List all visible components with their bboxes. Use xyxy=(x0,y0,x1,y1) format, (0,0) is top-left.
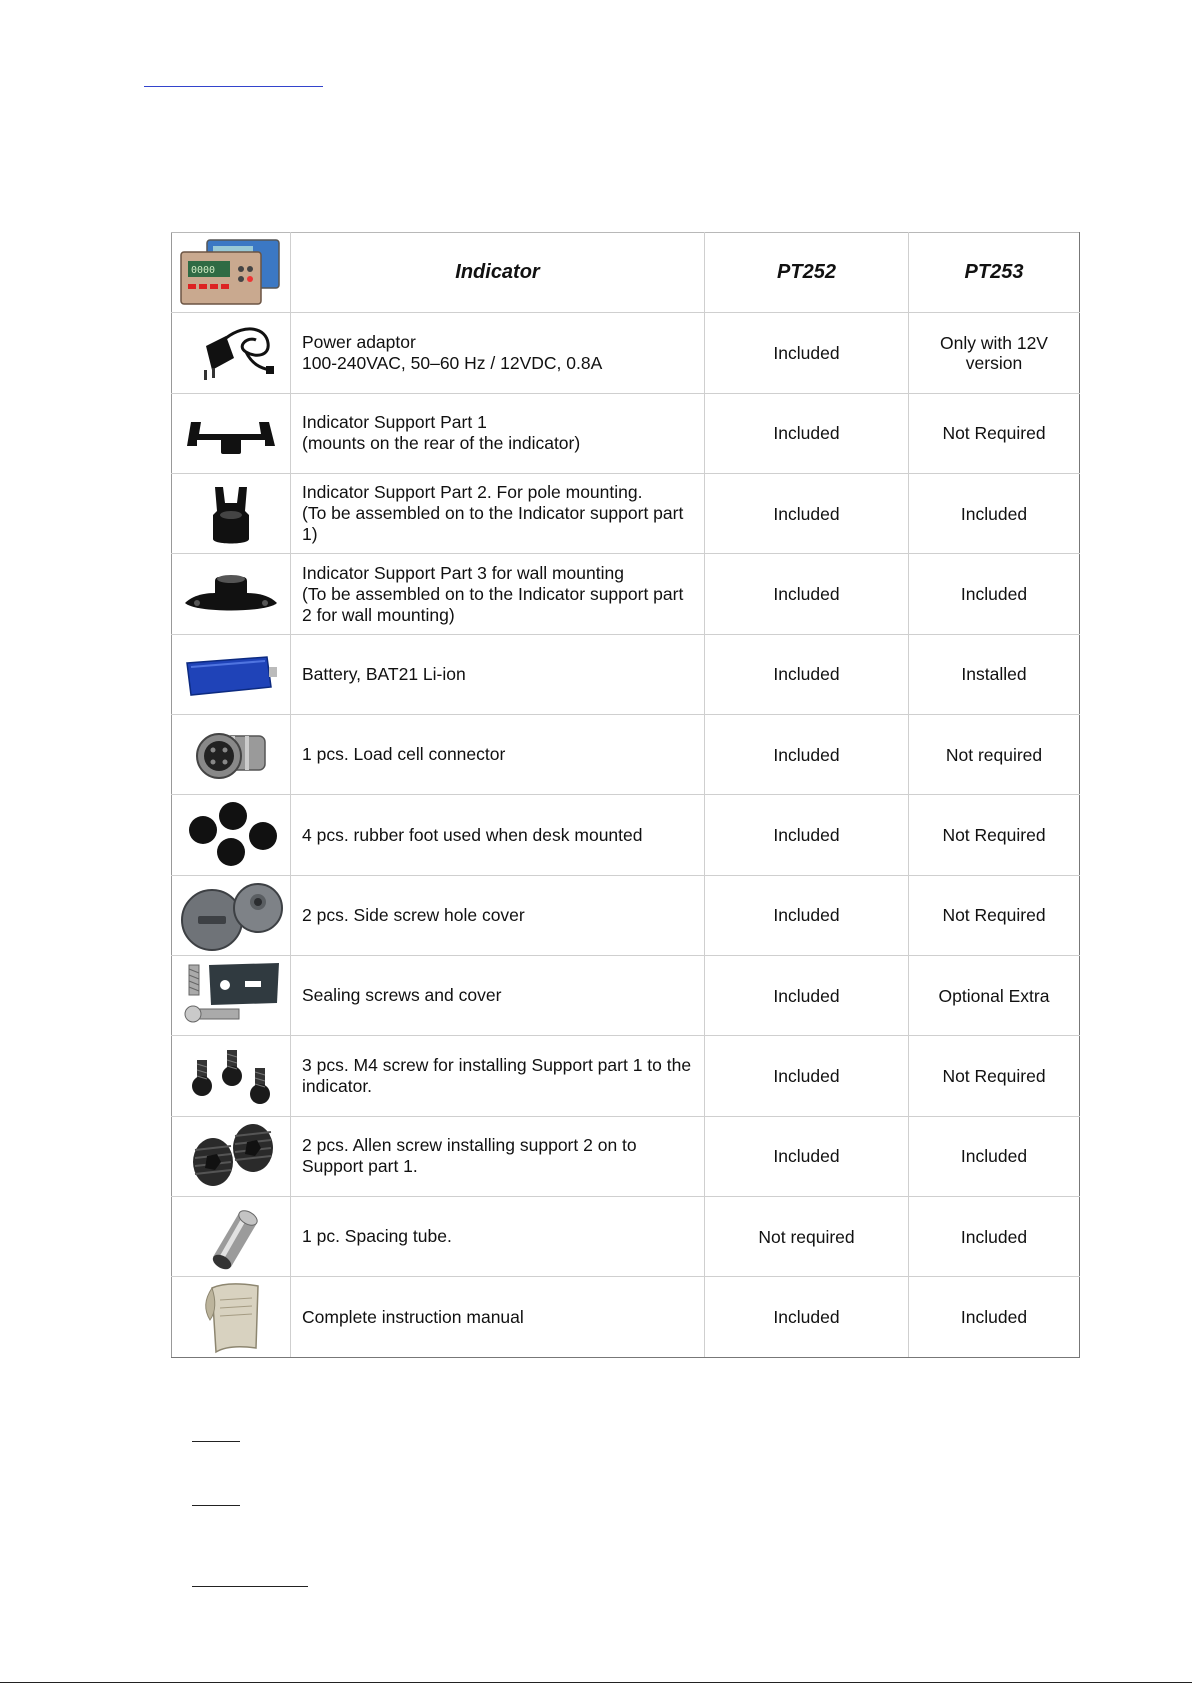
pt253-value: Installed xyxy=(909,634,1080,714)
pt252-value: Included xyxy=(705,393,909,473)
item-description: 2 pcs. Side screw hole cover xyxy=(291,875,705,955)
image-cell xyxy=(172,313,291,393)
pt253-value: Included xyxy=(909,1197,1080,1277)
indicator-image-cell xyxy=(172,233,291,313)
image-cell xyxy=(172,795,291,875)
allen-screw-icon xyxy=(183,1120,279,1192)
item-description: Power adaptor 100-240VAC, 50–60 Hz / 12VDC, 0.8A xyxy=(291,313,705,393)
item-description: 4 pcs. rubber foot used when desk mounted xyxy=(291,795,705,875)
sealing-screws-icon xyxy=(179,959,283,1033)
pt253-value: Not required xyxy=(909,715,1080,795)
image-cell xyxy=(172,1116,291,1196)
table-row xyxy=(172,554,1080,634)
header-link[interactable] xyxy=(144,62,323,87)
pt253-value: Included xyxy=(909,1116,1080,1196)
image-cell xyxy=(172,715,291,795)
pt252-value: Included xyxy=(705,715,909,795)
support-part-3-icon xyxy=(181,569,281,619)
instruction-manual-icon xyxy=(196,1280,266,1354)
table-row xyxy=(172,393,1080,473)
table-row xyxy=(172,1197,1080,1277)
header-pt252: PT252 xyxy=(705,233,909,313)
image-cell xyxy=(172,474,291,554)
svg-text:0000: 0000 xyxy=(191,264,216,276)
support-part-1-icon xyxy=(181,408,281,458)
power-adaptor-icon xyxy=(186,318,276,388)
table-row xyxy=(172,795,1080,875)
pt252-value: Included xyxy=(705,313,909,393)
pt252-value: Included xyxy=(705,875,909,955)
table-row xyxy=(172,1036,1080,1116)
spacing-tube-icon xyxy=(191,1201,271,1273)
image-cell xyxy=(172,1036,291,1116)
pt253-value: Not Required xyxy=(909,1036,1080,1116)
item-description: Indicator Support Part 3 for wall mounting (To be assembled on to the Indicator support part 2 for wall mounting) xyxy=(291,554,705,634)
load-cell-connector-icon xyxy=(191,722,271,788)
rubber-foot-icon xyxy=(183,800,279,870)
pt252-value: Not required xyxy=(705,1197,909,1277)
note-underline-2 xyxy=(192,1505,240,1506)
image-cell xyxy=(172,956,291,1036)
item-description: 1 pc. Spacing tube. xyxy=(291,1197,705,1277)
page-bottom-rule xyxy=(0,1682,1192,1683)
image-cell xyxy=(172,634,291,714)
item-description: 1 pcs. Load cell connector xyxy=(291,715,705,795)
pt253-value: Only with 12V version xyxy=(909,313,1080,393)
image-cell xyxy=(172,1197,291,1277)
table-row xyxy=(172,313,1080,393)
note-underline-1 xyxy=(192,1441,240,1442)
table-row xyxy=(172,956,1080,1036)
pt252-value: Included xyxy=(705,1116,909,1196)
pt252-value: Included xyxy=(705,1277,909,1358)
image-cell xyxy=(172,554,291,634)
table-header-row xyxy=(172,233,1080,313)
pt253-value: Included xyxy=(909,554,1080,634)
table-row xyxy=(172,634,1080,714)
header-indicator: Indicator xyxy=(291,233,705,313)
battery-icon xyxy=(181,649,281,699)
item-description: Sealing screws and cover xyxy=(291,956,705,1036)
m4-screw-icon xyxy=(183,1040,279,1112)
pt253-value: Not Required xyxy=(909,795,1080,875)
pt252-value: Included xyxy=(705,634,909,714)
image-cell xyxy=(172,1277,291,1358)
header-pt253: PT253 xyxy=(909,233,1080,313)
pt253-value: Included xyxy=(909,1277,1080,1358)
pt253-value: Not Required xyxy=(909,875,1080,955)
pt252-value: Included xyxy=(705,474,909,554)
screw-hole-cover-icon xyxy=(178,878,284,952)
pt252-value: Included xyxy=(705,1036,909,1116)
item-description: 3 pcs. M4 screw for installing Support part 1 to the indicator. xyxy=(291,1036,705,1116)
item-description: 2 pcs. Allen screw installing support 2 on to Support part 1. xyxy=(291,1116,705,1196)
table-row xyxy=(172,474,1080,554)
pt253-value: Optional Extra xyxy=(909,956,1080,1036)
parts-table xyxy=(171,232,1080,1358)
table-row xyxy=(172,1116,1080,1196)
pt253-value: Included xyxy=(909,474,1080,554)
pt252-value: Included xyxy=(705,795,909,875)
pt252-value: Included xyxy=(705,956,909,1036)
item-description: Indicator Support Part 2. For pole mounting. (To be assembled on to the Indicator support part 1) xyxy=(291,474,705,554)
table-row xyxy=(172,1277,1080,1358)
item-description: Indicator Support Part 1 (mounts on the rear of the indicator) xyxy=(291,393,705,473)
indicator-image xyxy=(179,238,283,308)
pt253-value: Not Required xyxy=(909,393,1080,473)
table-row xyxy=(172,715,1080,795)
table-row xyxy=(172,875,1080,955)
item-description: Battery, BAT21 Li-ion xyxy=(291,634,705,714)
image-cell xyxy=(172,875,291,955)
pt252-value: Included xyxy=(705,554,909,634)
support-part-2-icon xyxy=(201,481,261,547)
item-description: Complete instruction manual xyxy=(291,1277,705,1358)
note-underline-3 xyxy=(192,1586,308,1587)
image-cell xyxy=(172,393,291,473)
